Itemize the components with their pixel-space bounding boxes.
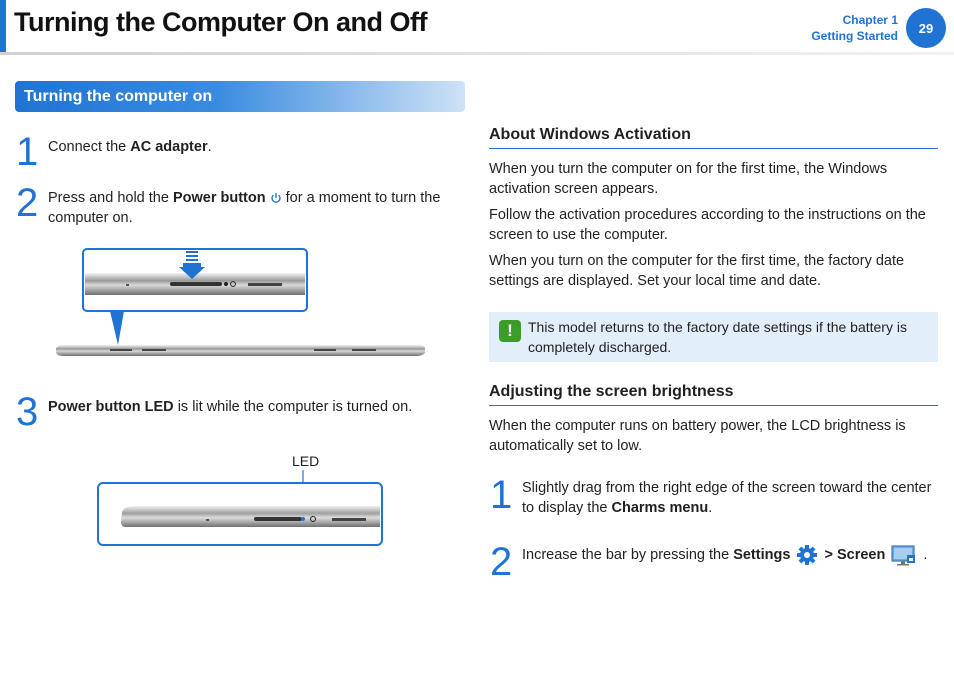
brightness-step-2-settings: Settings <box>733 546 791 563</box>
step-1-post: . <box>207 139 212 155</box>
settings-gear-icon <box>796 544 818 566</box>
heading-rule <box>489 405 938 406</box>
activation-paragraph-1: When you turn the computer on for the first time, the Windows activation screen appears. <box>489 161 888 197</box>
brightness-paragraph: When the computer runs on battery power, the LCD brightness is automatically set to low. <box>489 418 906 454</box>
brightness-heading: Adjusting the screen brightness <box>489 383 734 400</box>
chapter-name: Getting Started <box>811 29 898 43</box>
header-accent-bar <box>0 0 6 52</box>
step-1-text <box>48 137 463 157</box>
brightness-step-2-pre: Increase the bar by pressing the <box>522 546 734 563</box>
brightness-step-2-post: . <box>919 546 928 563</box>
led-label: LED <box>292 453 320 469</box>
power-button-illustration <box>52 245 428 361</box>
step-1-bold: AC adapter <box>130 139 208 155</box>
step-number: 2 <box>16 181 39 225</box>
note-text: This model returns to the factory date settings if the battery is completely discharged. <box>528 319 907 355</box>
brightness-step-1-bold: Charms menu <box>611 500 709 516</box>
section-header <box>15 81 465 112</box>
activation-heading: About Windows Activation <box>489 126 691 143</box>
screen-icon <box>891 544 917 566</box>
step-number: 1 <box>490 473 513 517</box>
page-number-badge: 29 <box>906 8 946 48</box>
step-2-pre: Press and hold the <box>48 190 173 206</box>
step-2-text <box>48 188 466 228</box>
page-title: Turning the Computer On and Off <box>14 7 427 37</box>
step-number: 1 <box>16 130 39 174</box>
callout-pointer <box>110 311 124 345</box>
step-3-bold: Power button LED <box>48 399 174 415</box>
step-1-pre: Connect the <box>48 139 131 155</box>
step-2-bold: Power button <box>172 190 266 206</box>
brightness-step-2-sep: > <box>820 546 837 563</box>
brightness-step-1-post: . <box>708 500 713 516</box>
step-3-post: is lit while the computer is turned on. <box>173 399 413 415</box>
brightness-step-1-text <box>522 478 932 518</box>
warning-icon: ! <box>499 320 521 342</box>
activation-paragraph-3: When you turn on the computer for the first time, the factory date settings are displayed. Set your local time and date. <box>489 253 905 289</box>
chapter-info <box>811 12 898 44</box>
chapter-label: Chapter 1 <box>842 13 898 27</box>
header-divider <box>0 52 954 55</box>
brightness-step-2-screen: Screen <box>836 546 886 563</box>
brightness-step-2-text <box>522 544 942 566</box>
brightness-step-1-pre: Slightly drag from the right edge of the screen toward the center to display the <box>522 480 932 516</box>
section-title: Turning the computer on <box>24 88 213 105</box>
led-illustration <box>96 470 386 550</box>
activation-paragraph-2: Follow the activation procedures according to the instructions on the screen to use the computer. <box>489 207 926 243</box>
heading-rule <box>489 148 938 149</box>
note-box <box>489 312 938 362</box>
step-2-post: for a moment to turn the computer on. <box>48 190 441 226</box>
step-3-text <box>48 397 463 417</box>
step-number: 3 <box>16 390 39 434</box>
step-number: 2 <box>490 540 513 584</box>
power-icon <box>270 192 282 204</box>
